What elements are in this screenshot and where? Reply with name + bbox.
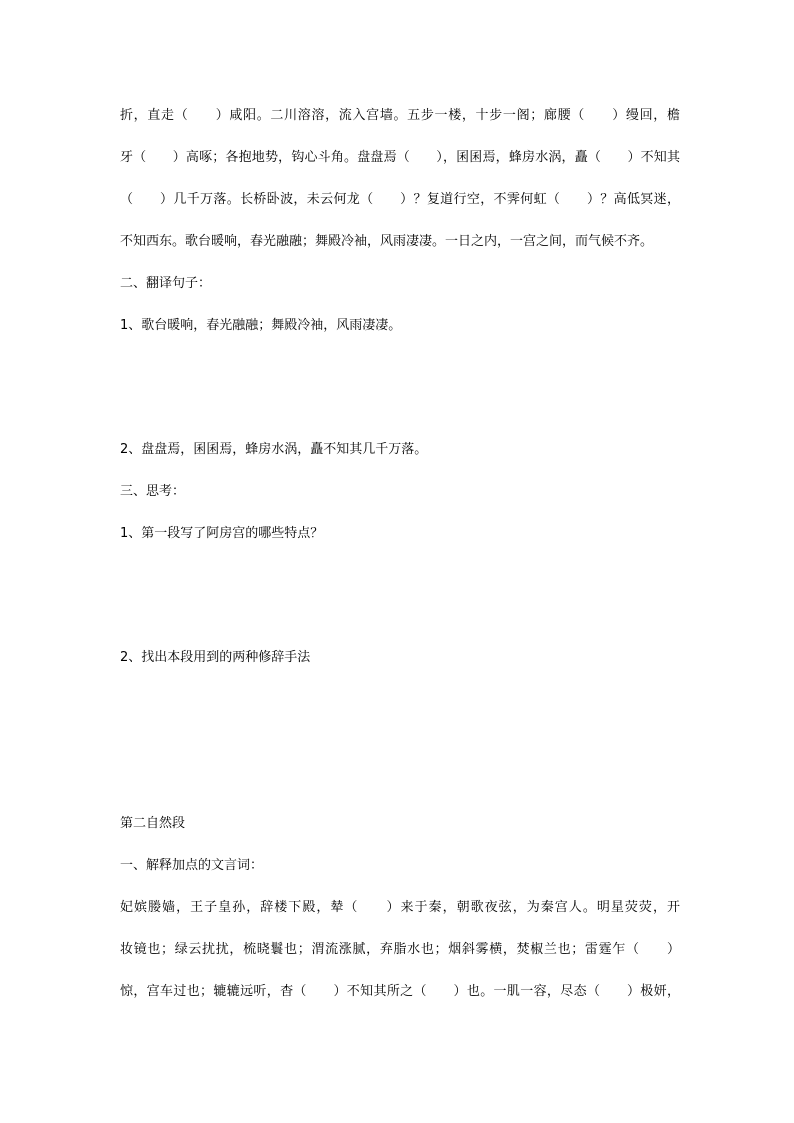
section-heading-explain: 一、解释加点的文言词：	[120, 858, 264, 873]
text-line-15: 惊，宫车过也；辘辘远听，杳（ ）不知其所之（ ）也。一肌一容，尽态（ ）极妍，	[120, 984, 680, 999]
text-line-13: 妃嫔媵嫱，王子皇孙，辞楼下殿，辇（ ）来于秦，朝歌夜弦，为秦宫人。明星荧荧，开	[120, 900, 680, 915]
section-heading-translate: 二、翻译句子：	[120, 276, 212, 291]
question-think-2: 2、找出本段用到的两种修辞手法	[120, 650, 311, 665]
paragraph-heading-2: 第二自然段	[120, 816, 186, 831]
section-heading-think: 三、思考：	[120, 484, 186, 499]
text-line-1: 折，直走（ ）咸阳。二川溶溶，流入宫墙。五步一楼，十步一阁；廊腰（ ）缦回，檐	[120, 108, 680, 123]
text-line-2: 牙（ ）高啄；各抱地势，钩心斗角。盘盘焉（ ），囷囷焉，蜂房水涡，矗（ ）不知其	[120, 150, 680, 165]
question-translate-1: 1、歌台暖响，春光融融；舞殿冷袖，风雨凄凄。	[120, 318, 402, 333]
text-line-3: （ ）几千万落。长桥卧波，未云何龙（ ）？复道行空，不霁何虹（ ）？高低冥迷，	[120, 192, 680, 207]
question-translate-2: 2、盘盘焉，囷囷焉，蜂房水涡，矗不知其几千万落。	[120, 442, 428, 457]
question-think-1: 1、第一段写了阿房宫的哪些特点？	[120, 526, 324, 541]
text-line-4: 不知西东。歌台暖响，春光融融；舞殿冷袖，风雨凄凄。一日之内，一宫之间，而气候不齐。	[120, 234, 654, 249]
text-line-14: 妆镜也；绿云扰扰，梳晓鬟也；渭流涨腻，弃脂水也；烟斜雾横，焚椒兰也；雷霆乍（ ）	[120, 942, 680, 957]
